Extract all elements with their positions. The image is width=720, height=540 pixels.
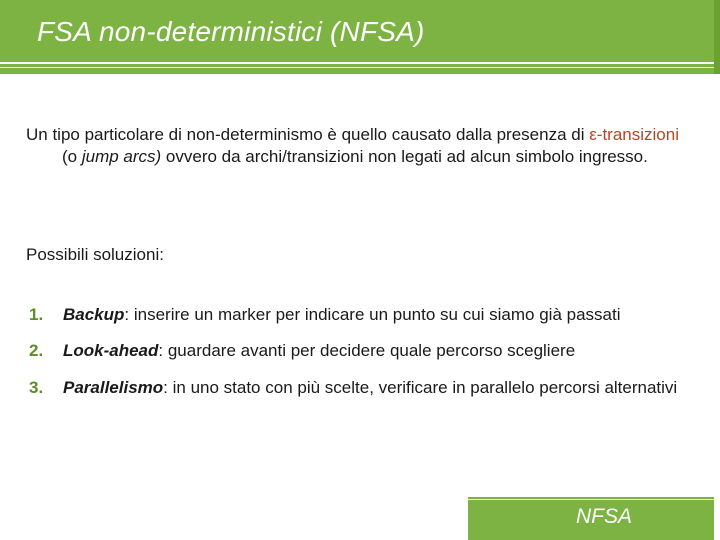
footer-band-thin — [468, 499, 714, 500]
solutions-list — [26, 304, 686, 413]
list-item — [26, 304, 686, 326]
intro-text-2: (o — [62, 147, 82, 166]
title-underline-thin — [0, 67, 720, 68]
intro-highlight: ε-transizioni — [589, 125, 679, 144]
intro-paragraph — [26, 124, 686, 168]
list-number: 1. — [29, 305, 44, 324]
list-number: 3. — [29, 378, 44, 397]
footer-badge — [468, 494, 714, 540]
footer-label: NFSA — [575, 505, 632, 528]
list-item — [26, 340, 686, 362]
intro-text-3: ovvero da archi/transizioni non legati ad alcun simbolo ingresso. — [161, 147, 648, 166]
list-text: : in uno stato con più scelte, verificare in parallelo percorsi alternativi — [163, 378, 678, 397]
footer-band — [468, 494, 714, 497]
slide-content — [26, 124, 686, 397]
list-text: : guardare avanti per decidere quale percorso scegliere — [158, 341, 576, 360]
solutions-heading: Possibili soluzioni: — [26, 245, 164, 264]
list-item — [26, 377, 686, 399]
intro-italic: jump arcs) — [81, 147, 162, 166]
slide-title: FSA non-deterministici (NFSA) — [37, 16, 425, 47]
list-term: Look-ahead — [63, 341, 159, 360]
list-number: 2. — [29, 341, 44, 360]
title-underline — [0, 62, 720, 64]
title-bar-accent — [714, 0, 720, 74]
list-term: Backup — [63, 305, 125, 324]
list-text: : inserire un marker per indicare un punto su cui siamo già passati — [124, 305, 621, 324]
title-bar — [0, 0, 720, 74]
list-term: Parallelismo — [63, 378, 164, 397]
intro-text-1: Un tipo particolare di non-determinismo è quello causato dalla presenza di — [26, 125, 590, 144]
